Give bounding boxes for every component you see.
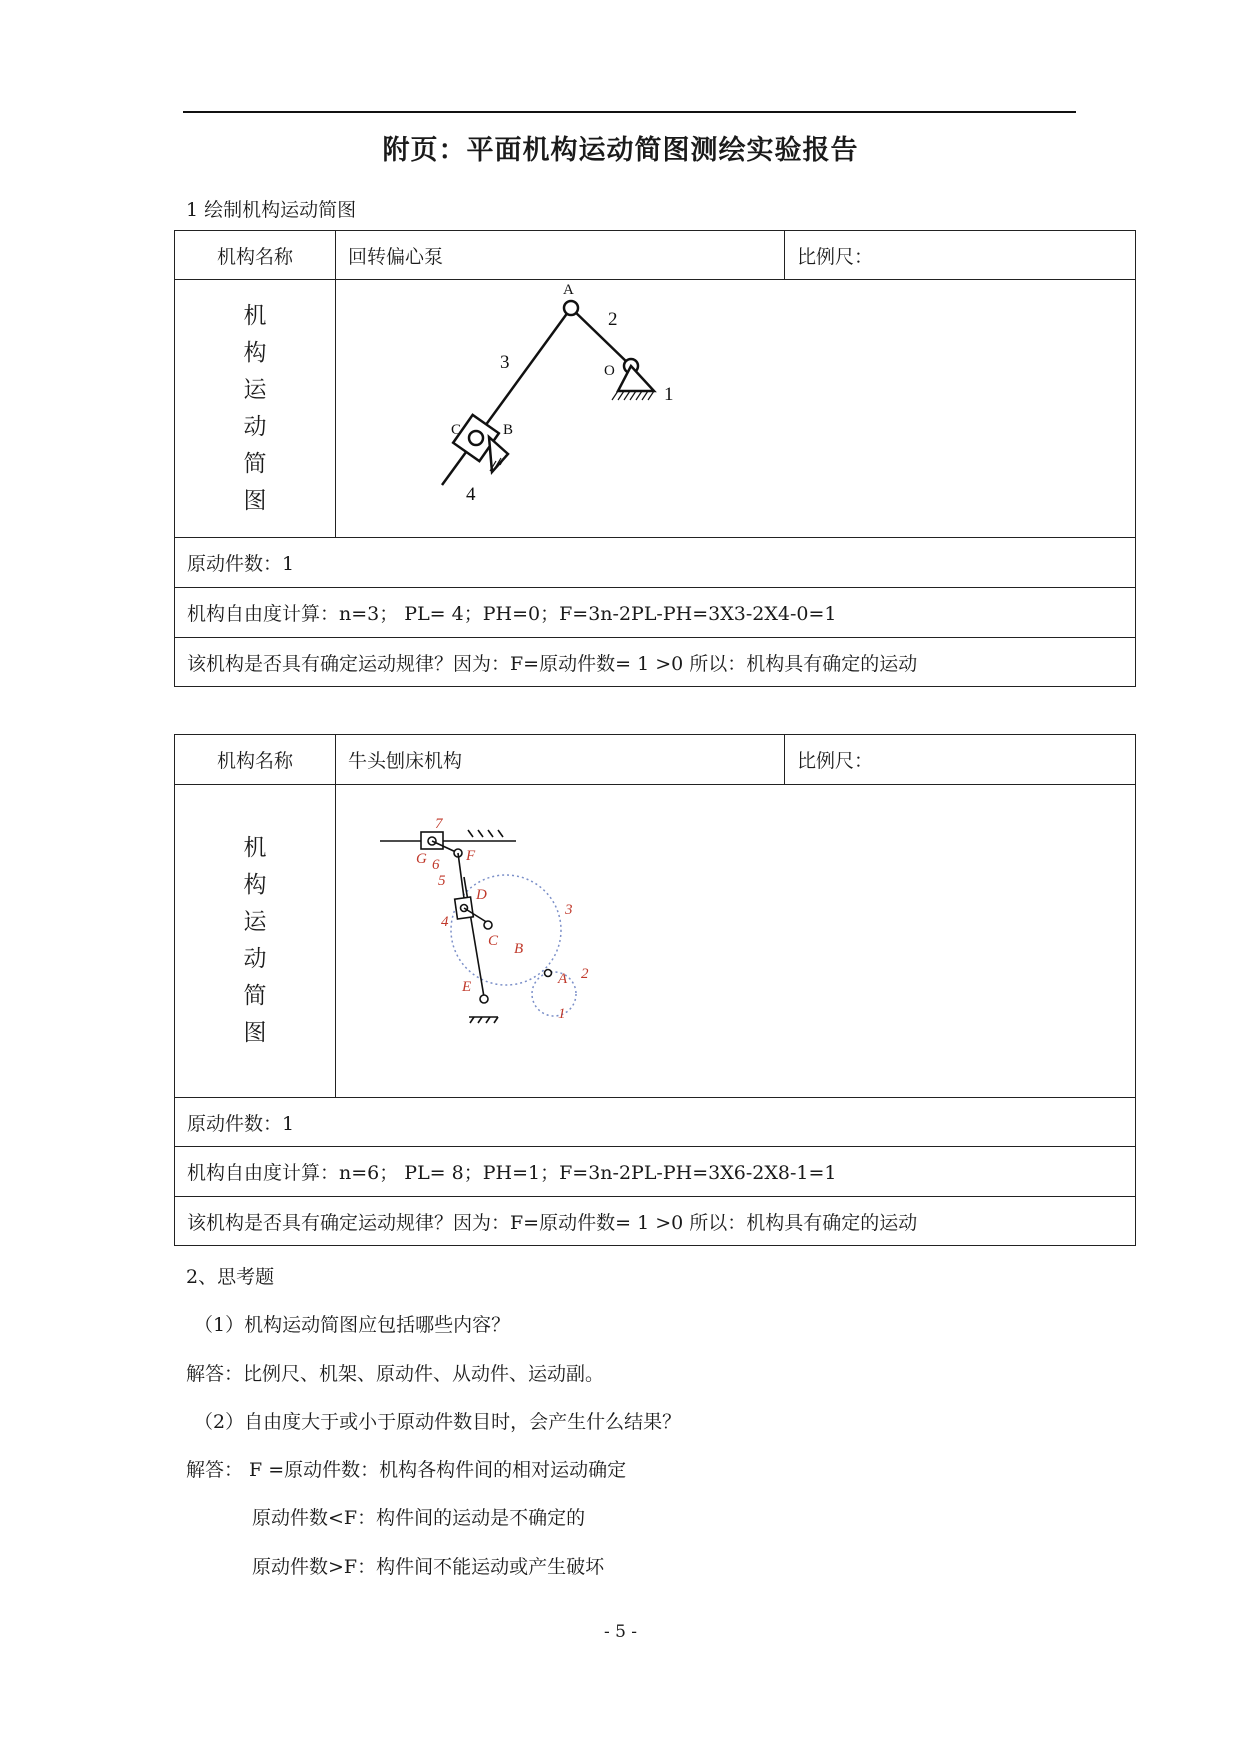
label-B: B (514, 941, 524, 957)
question-2: （2）自由度大于或小于原动件数目时，会产生什么结果？ (194, 1411, 682, 1433)
diagram-vertical-label (175, 298, 335, 520)
label-G: G (416, 851, 427, 867)
diagram-label-cell (175, 280, 336, 538)
diagram-cell (336, 785, 1136, 1098)
driving-count: 原动件数：1 (175, 1098, 1136, 1147)
joint-a (545, 970, 552, 977)
page-title: 附页：平面机构运动简图测绘实验报告 (382, 135, 859, 166)
diagram-vertical-label (175, 830, 335, 1052)
label-char: 运 (243, 909, 267, 935)
joint-c (484, 921, 492, 929)
label-3: 3 (565, 902, 573, 918)
link-3 (442, 308, 571, 485)
scale-label: 比例尺： (785, 231, 1136, 280)
ground-support-4 (489, 437, 508, 472)
label-7: 7 (435, 816, 443, 832)
answer-1: 解答：比例尺、机架、原动件、从动件、运动副。 (186, 1363, 605, 1385)
answer-2-line-2: 原动件数<F：构件间的运动是不确定的 (252, 1507, 586, 1529)
label-6: 6 (432, 857, 440, 873)
label-E: E (462, 979, 472, 995)
label-C: C (451, 422, 462, 438)
label-3: 3 (500, 352, 510, 373)
label-A: A (563, 282, 574, 298)
label-char: 机 (243, 835, 267, 861)
label-char: 图 (243, 1020, 267, 1046)
joint-a (564, 301, 578, 315)
label-1: 1 (664, 384, 674, 405)
small-circle (532, 972, 576, 1016)
dof-calc: 机构自由度计算：n=6； PL= 8；PH=1；F=3n-2PL-PH=3X6-2X8-1=1 (175, 1147, 1136, 1197)
joint-b (469, 431, 483, 445)
label-D: D (476, 887, 487, 903)
name-label: 机构名称 (175, 231, 336, 280)
label-char: 图 (243, 487, 267, 514)
label-char: 构 (243, 339, 267, 366)
section-1-heading: 1 绘制机构运动简图 (186, 199, 357, 221)
label-2: 2 (581, 966, 589, 982)
label-char: 运 (243, 376, 267, 403)
label-C: C (488, 933, 499, 949)
label-4: 4 (441, 914, 449, 930)
shaper-mechanism-diagram (336, 785, 1135, 1098)
label-char: 构 (243, 872, 267, 898)
driving-count: 原动件数：1 (175, 538, 1136, 588)
label-A: A (558, 971, 568, 987)
answer-2-line-1: 解答： F =原动件数：机构各构件间的相对运动确定 (186, 1459, 627, 1481)
label-4: 4 (466, 484, 476, 505)
label-F: F (466, 848, 476, 864)
mechanism-table-1 (174, 230, 1136, 687)
eccentric-pump-diagram (336, 280, 1135, 538)
label-char: 动 (243, 413, 267, 440)
name-value: 牛头刨床机构 (336, 735, 785, 785)
link-2 (571, 308, 631, 366)
mechanism-table-2 (174, 734, 1136, 1246)
label-char: 简 (243, 983, 267, 1009)
diagram-cell (336, 280, 1136, 538)
ground-support-1 (618, 366, 654, 391)
crank-circle (451, 875, 561, 985)
section-2-heading: 2、思考题 (186, 1266, 275, 1288)
joint-e (480, 995, 488, 1003)
label-char: 机 (243, 302, 267, 329)
diagram-label-cell (175, 785, 336, 1098)
scale-label: 比例尺： (785, 735, 1136, 785)
label-5: 5 (438, 873, 446, 889)
determinate-answer: 该机构是否具有确定运动规律？因为：F=原动件数= 1 >0 所以：机构具有确定的运动 (175, 1197, 1136, 1246)
page-number: - 5 - (603, 1622, 638, 1642)
link-5 (458, 853, 464, 898)
ground-hatch (490, 391, 654, 471)
question-1: （1）机构运动简图应包括哪些内容？ (194, 1314, 511, 1336)
label-char: 动 (243, 946, 267, 972)
name-label: 机构名称 (175, 735, 336, 785)
header-rule (183, 111, 1076, 113)
label-B: B (503, 422, 514, 438)
answer-2-line-3: 原动件数>F：构件间不能运动或产生破坏 (252, 1556, 605, 1578)
dof-calc: 机构自由度计算：n=3； PL= 4；PH=0；F=3n-2PL-PH=3X3-2X4-0=1 (175, 588, 1136, 638)
label-2: 2 (608, 309, 618, 330)
label-O: O (604, 363, 615, 379)
label-char: 简 (243, 450, 267, 477)
label-1: 1 (558, 1006, 566, 1022)
name-value: 回转偏心泵 (336, 231, 785, 280)
determinate-answer: 该机构是否具有确定运动规律？因为：F=原动件数= 1 >0 所以：机构具有确定的运动 (175, 638, 1136, 687)
